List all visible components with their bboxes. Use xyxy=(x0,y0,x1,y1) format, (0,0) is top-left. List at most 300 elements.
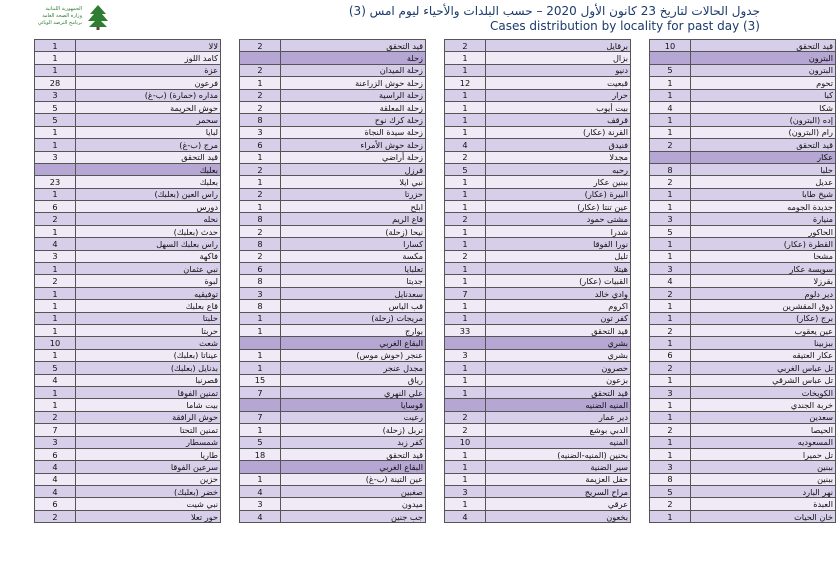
table-row xyxy=(35,52,836,64)
case-count-cell xyxy=(240,399,281,411)
locality-cell: زحلة كرك نوح xyxy=(281,114,426,126)
locality-cell: دنيو xyxy=(486,64,631,76)
case-count-cell: 2 xyxy=(240,40,281,52)
locality-cell: مرج (ب-غ) xyxy=(76,139,221,151)
column-gap xyxy=(631,287,650,299)
case-count-cell: 3 xyxy=(240,498,281,510)
column-gap xyxy=(426,374,445,386)
locality-cell: صغبين xyxy=(281,486,426,498)
column-gap xyxy=(426,498,445,510)
locality-cell: جب جنين xyxy=(281,510,426,522)
case-count-cell: 8 xyxy=(240,213,281,225)
locality-cell: فنيدق xyxy=(486,139,631,151)
column-gap xyxy=(426,213,445,225)
locality-cell: نبي عثمان xyxy=(76,263,221,275)
column-gap xyxy=(221,411,240,423)
locality-cell: بوارج xyxy=(281,324,426,336)
column-gap xyxy=(631,300,650,312)
case-count-cell: 1 xyxy=(240,349,281,361)
column-gap xyxy=(426,275,445,287)
column-gap xyxy=(631,461,650,473)
column-gap xyxy=(426,40,445,52)
case-count-cell: 1 xyxy=(650,126,691,138)
locality-cell: زحلة الميدان xyxy=(281,64,426,76)
case-count-cell: 1 xyxy=(445,238,486,250)
locality-cell: قبعيت xyxy=(486,77,631,89)
column-gap xyxy=(631,374,650,386)
column-gap xyxy=(631,52,650,64)
column-gap xyxy=(426,362,445,374)
column-gap xyxy=(426,77,445,89)
column-gap xyxy=(631,238,650,250)
locality-cell: فاكهة xyxy=(76,250,221,262)
column-gap xyxy=(221,436,240,448)
column-gap xyxy=(221,52,240,64)
case-count-cell: 3 xyxy=(35,250,76,262)
case-count-cell: 2 xyxy=(445,213,486,225)
case-count-cell: 1 xyxy=(650,337,691,349)
logo-line-3: برنامج الترصد الوبائي xyxy=(37,20,82,26)
case-count-cell: 3 xyxy=(240,126,281,138)
column-gap xyxy=(221,510,240,522)
column-gap xyxy=(631,40,650,52)
column-gap xyxy=(426,250,445,262)
column-gap xyxy=(221,151,240,163)
column-gap xyxy=(221,374,240,386)
case-count-cell: 1 xyxy=(35,287,76,299)
locality-cell: ابلح xyxy=(281,201,426,213)
locality-cell: ميدون xyxy=(281,498,426,510)
locality-cell: كسارا xyxy=(281,238,426,250)
locality-cell: حوش الحريمة xyxy=(76,101,221,113)
locality-cell: قيد التحقق xyxy=(281,40,426,52)
title-arabic: جدول الحالات لتاريخ 23 كانون الأول 2020 – حسب البلدات والأحياء ليوم امس (3) xyxy=(348,4,760,18)
case-count-cell: 1 xyxy=(35,263,76,275)
column-gap xyxy=(221,77,240,89)
locality-cell: جديدة الجومه xyxy=(691,201,836,213)
case-count-cell: 4 xyxy=(445,139,486,151)
column-gap xyxy=(631,486,650,498)
case-count-cell: 8 xyxy=(650,473,691,485)
column-gap xyxy=(631,89,650,101)
locality-cell: فرعون xyxy=(76,77,221,89)
column-gap xyxy=(221,399,240,411)
column-gap xyxy=(631,362,650,374)
locality-cell: قيد التحقق xyxy=(691,139,836,151)
case-count-cell: 1 xyxy=(240,424,281,436)
table-row xyxy=(35,151,836,163)
table-row xyxy=(35,238,836,250)
column-gap xyxy=(426,424,445,436)
locality-cell: قيد التحقق xyxy=(76,151,221,163)
locality-cell: العبدة xyxy=(691,498,836,510)
locality-cell: زحلة حوش الأمراء xyxy=(281,139,426,151)
locality-cell: القطرة (عكار) xyxy=(691,238,836,250)
case-count-cell: 15 xyxy=(240,374,281,386)
case-count-cell: 3 xyxy=(445,486,486,498)
locality-cell: نيحا (زحلة) xyxy=(281,225,426,237)
locality-cell: قيد التحقق xyxy=(486,324,631,336)
case-count-cell: 1 xyxy=(445,126,486,138)
column-gap xyxy=(221,448,240,460)
locality-cell: شكا xyxy=(691,101,836,113)
column-gap xyxy=(631,64,650,76)
locality-cell: حدث (بعلبك) xyxy=(76,225,221,237)
locality-cell: عيناتا (بعلبك) xyxy=(76,349,221,361)
case-count-cell: 3 xyxy=(35,436,76,448)
locality-cell: مكسة xyxy=(281,250,426,262)
case-count-cell: 1 xyxy=(445,498,486,510)
column-gap xyxy=(426,188,445,200)
locality-cell: لبوة xyxy=(76,275,221,287)
column-gap xyxy=(631,176,650,188)
case-count-cell xyxy=(445,337,486,349)
locality-cell: جديتا xyxy=(281,275,426,287)
case-count-cell: 4 xyxy=(35,473,76,485)
table-row xyxy=(35,349,836,361)
case-count-cell: 2 xyxy=(445,411,486,423)
case-count-cell: 1 xyxy=(35,300,76,312)
column-gap xyxy=(426,337,445,349)
table-row xyxy=(35,176,836,188)
case-count-cell xyxy=(35,163,76,175)
district-header-cell: البقاع الغربي xyxy=(281,337,426,349)
column-gap xyxy=(221,225,240,237)
case-count-cell: 1 xyxy=(445,176,486,188)
column-gap xyxy=(426,238,445,250)
column-gap xyxy=(631,101,650,113)
locality-cell: مجدل عنجر xyxy=(281,362,426,374)
locality-cell: منيارة xyxy=(691,213,836,225)
table-row xyxy=(35,201,836,213)
locality-cell: طاريا xyxy=(76,448,221,460)
case-count-cell: 1 xyxy=(650,312,691,324)
column-gap xyxy=(426,139,445,151)
table-row xyxy=(35,114,836,126)
column-gap xyxy=(426,89,445,101)
case-count-cell: 7 xyxy=(240,386,281,398)
case-count-cell: 7 xyxy=(240,411,281,423)
case-count-cell: 1 xyxy=(35,52,76,64)
case-count-cell: 4 xyxy=(240,486,281,498)
column-gap xyxy=(221,188,240,200)
case-count-cell: 1 xyxy=(445,461,486,473)
locality-cell: راس بعلبك السهل xyxy=(76,238,221,250)
case-count-cell: 1 xyxy=(445,64,486,76)
case-count-cell: 5 xyxy=(650,64,691,76)
case-count-cell: 2 xyxy=(35,213,76,225)
case-count-cell: 2 xyxy=(35,275,76,287)
column-gap xyxy=(631,473,650,485)
case-count-cell: 1 xyxy=(650,250,691,262)
case-count-cell: 2 xyxy=(35,510,76,522)
column-gap xyxy=(426,126,445,138)
table-row xyxy=(35,498,836,510)
locality-cell: بدنايل (بعلبك) xyxy=(76,362,221,374)
table-row xyxy=(35,424,836,436)
locality-cell: حربتا xyxy=(76,324,221,336)
column-gap xyxy=(221,201,240,213)
column-gap xyxy=(221,238,240,250)
table-row xyxy=(35,126,836,138)
case-count-cell: 1 xyxy=(650,114,691,126)
column-gap xyxy=(426,349,445,361)
locality-cell: قصرنبا xyxy=(76,374,221,386)
case-count-cell: 5 xyxy=(35,114,76,126)
case-count-cell: 1 xyxy=(35,349,76,361)
district-header-cell: قوسايا xyxy=(281,399,426,411)
district-header-cell: عكار xyxy=(691,151,836,163)
column-gap xyxy=(631,498,650,510)
locality-cell: اكروم xyxy=(486,300,631,312)
case-count-cell: 1 xyxy=(445,89,486,101)
locality-cell: عديل xyxy=(691,176,836,188)
locality-cell: الحيصا xyxy=(691,424,836,436)
ministry-logo xyxy=(4,2,114,32)
case-count-cell: 8 xyxy=(240,114,281,126)
district-header-cell: المنيه الضنيه xyxy=(486,399,631,411)
case-count-cell: 6 xyxy=(35,448,76,460)
locality-cell: برج (عكار) xyxy=(691,312,836,324)
locality-cell: كفر تون xyxy=(486,312,631,324)
locality-cell: سعدين xyxy=(691,411,836,423)
locality-cell: بخعون xyxy=(486,510,631,522)
case-count-cell: 1 xyxy=(650,77,691,89)
locality-cell: تربل (زحلة) xyxy=(281,424,426,436)
locality-cell: زحلة حوش الزراعنة xyxy=(281,77,426,89)
locality-cell: مراح السريج xyxy=(486,486,631,498)
column-gap xyxy=(426,101,445,113)
case-count-cell: 4 xyxy=(35,238,76,250)
column-gap xyxy=(221,114,240,126)
case-count-cell: 6 xyxy=(240,263,281,275)
column-gap xyxy=(221,101,240,113)
case-count-cell: 1 xyxy=(35,139,76,151)
case-count-cell: 6 xyxy=(35,201,76,213)
column-gap xyxy=(631,263,650,275)
locality-cell: حور تعلا xyxy=(76,510,221,522)
case-count-cell: 2 xyxy=(445,250,486,262)
district-header-cell: البترون xyxy=(691,52,836,64)
locality-cell: ببزبينا xyxy=(691,337,836,349)
table-row xyxy=(35,101,836,113)
table-row xyxy=(35,275,836,287)
case-count-cell: 1 xyxy=(35,188,76,200)
locality-cell: حزرتا xyxy=(281,188,426,200)
case-count-cell: 1 xyxy=(35,312,76,324)
locality-cell: بحنين (المنيه-الضنيه) xyxy=(486,448,631,460)
locality-cell: القرنة (عكار) xyxy=(486,126,631,138)
locality-cell: مداره (حمارة) (ب-غ) xyxy=(76,89,221,101)
locality-cell: تل حميرا xyxy=(691,448,836,460)
locality-cell: زحلة الراسية xyxy=(281,89,426,101)
locality-cell: سعدنايل xyxy=(281,287,426,299)
column-gap xyxy=(631,312,650,324)
column-gap xyxy=(221,126,240,138)
locality-cell: سويسة عكار xyxy=(691,263,836,275)
locality-cell: عرقي xyxy=(486,498,631,510)
column-gap xyxy=(631,139,650,151)
case-count-cell: 2 xyxy=(650,139,691,151)
locality-cell: دورس xyxy=(76,201,221,213)
column-gap xyxy=(631,411,650,423)
locality-cell: تمنين الفوقا xyxy=(76,386,221,398)
column-gap xyxy=(221,139,240,151)
column-gap xyxy=(631,448,650,460)
column-gap xyxy=(631,188,650,200)
column-gap xyxy=(221,163,240,175)
locality-cell: الحاكور xyxy=(691,225,836,237)
locality-cell: عين التينة (ب-غ) xyxy=(281,473,426,485)
table-row xyxy=(35,461,836,473)
case-count-cell: 1 xyxy=(445,448,486,460)
case-count-cell: 1 xyxy=(445,188,486,200)
case-count-cell: 3 xyxy=(650,386,691,398)
case-count-cell: 2 xyxy=(240,188,281,200)
column-gap xyxy=(426,201,445,213)
case-count-cell: 6 xyxy=(35,498,76,510)
locality-cell: قيد التحقق xyxy=(486,386,631,398)
case-count-cell: 2 xyxy=(445,151,486,163)
case-count-cell: 1 xyxy=(445,201,486,213)
column-gap xyxy=(426,411,445,423)
locality-cell: نبي شيت xyxy=(76,498,221,510)
locality-cell: تعلبايا xyxy=(281,263,426,275)
column-gap xyxy=(221,213,240,225)
locality-cell: شيخ طابا xyxy=(691,188,836,200)
case-count-cell: 1 xyxy=(650,188,691,200)
column-gap xyxy=(426,225,445,237)
case-count-cell: 8 xyxy=(240,275,281,287)
column-gap xyxy=(426,151,445,163)
case-count-cell: 1 xyxy=(650,238,691,250)
case-count-cell: 3 xyxy=(35,89,76,101)
case-count-cell: 2 xyxy=(240,163,281,175)
case-count-cell: 33 xyxy=(445,324,486,336)
case-count-cell: 3 xyxy=(650,461,691,473)
locality-cell: حزين xyxy=(76,473,221,485)
cases-table xyxy=(34,39,836,523)
locality-cell: رحبه xyxy=(486,163,631,175)
table-row xyxy=(35,77,836,89)
table-row xyxy=(35,510,836,522)
column-gap xyxy=(426,52,445,64)
logo-line-2: وزارة الصحة العامة xyxy=(42,13,82,19)
column-gap xyxy=(221,461,240,473)
table-row xyxy=(35,139,836,151)
column-gap xyxy=(221,498,240,510)
case-count-cell: 8 xyxy=(650,163,691,175)
case-count-cell: 1 xyxy=(650,89,691,101)
case-count-cell: 1 xyxy=(650,411,691,423)
cedar-icon xyxy=(86,4,110,30)
locality-cell: رام (البترون) xyxy=(691,126,836,138)
column-gap xyxy=(631,114,650,126)
column-gap xyxy=(631,386,650,398)
locality-cell: هيتلا xyxy=(486,263,631,275)
column-gap xyxy=(631,349,650,361)
locality-cell: شمسطار xyxy=(76,436,221,448)
table-row xyxy=(35,411,836,423)
column-gap xyxy=(426,163,445,175)
table-row xyxy=(35,448,836,460)
locality-cell: عين يعقوب xyxy=(691,324,836,336)
case-count-cell: 2 xyxy=(240,64,281,76)
case-count-cell: 3 xyxy=(650,213,691,225)
case-count-cell: 4 xyxy=(35,461,76,473)
column-gap xyxy=(221,473,240,485)
table-row xyxy=(35,40,836,52)
table-row xyxy=(35,163,836,175)
column-gap xyxy=(221,349,240,361)
case-count-cell: 1 xyxy=(445,52,486,64)
case-count-cell: 4 xyxy=(240,510,281,522)
case-count-cell: 2 xyxy=(240,89,281,101)
locality-cell: لالا xyxy=(76,40,221,52)
locality-cell: برقايل xyxy=(486,40,631,52)
locality-cell: زحلة سيدة النجاة xyxy=(281,126,426,138)
column-gap xyxy=(426,399,445,411)
locality-cell: مشحا xyxy=(691,250,836,262)
locality-cell: الكويخات xyxy=(691,386,836,398)
locality-cell: مريجات (زحلة) xyxy=(281,312,426,324)
case-count-cell: 1 xyxy=(240,473,281,485)
locality-cell: مجدلا xyxy=(486,151,631,163)
column-gap xyxy=(426,300,445,312)
table-row xyxy=(35,64,836,76)
table-row xyxy=(35,287,836,299)
case-count-cell: 1 xyxy=(35,386,76,398)
case-count-cell: 1 xyxy=(240,77,281,89)
case-count-cell: 2 xyxy=(650,287,691,299)
locality-cell: نورا الفوقا xyxy=(486,238,631,250)
case-count-cell xyxy=(240,52,281,64)
case-count-cell: 2 xyxy=(445,40,486,52)
case-count-cell: 1 xyxy=(445,263,486,275)
column-gap xyxy=(631,399,650,411)
column-gap xyxy=(631,424,650,436)
column-gap xyxy=(631,225,650,237)
column-gap xyxy=(426,114,445,126)
case-count-cell: 1 xyxy=(650,448,691,460)
locality-cell: رعيت xyxy=(281,411,426,423)
case-count-cell: 4 xyxy=(650,101,691,113)
column-gap xyxy=(631,163,650,175)
locality-cell: الدبي بوشع xyxy=(486,424,631,436)
case-count-cell: 1 xyxy=(445,312,486,324)
column-gap xyxy=(426,473,445,485)
table-row xyxy=(35,312,836,324)
case-count-cell: 1 xyxy=(650,374,691,386)
column-gap xyxy=(221,312,240,324)
column-gap xyxy=(221,486,240,498)
locality-cell: قيد التحقق xyxy=(691,40,836,52)
locality-cell: لبايا xyxy=(76,126,221,138)
locality-cell: قب الياس xyxy=(281,300,426,312)
case-count-cell xyxy=(240,461,281,473)
locality-cell: قاع بعلبك xyxy=(76,300,221,312)
locality-cell: وادي خالد xyxy=(486,287,631,299)
case-count-cell: 1 xyxy=(35,40,76,52)
table-row xyxy=(35,324,836,336)
column-gap xyxy=(426,510,445,522)
column-gap xyxy=(221,424,240,436)
locality-cell: بزعون xyxy=(486,374,631,386)
case-count-cell: 1 xyxy=(35,126,76,138)
case-count-cell: 1 xyxy=(650,201,691,213)
case-count-cell: 3 xyxy=(650,263,691,275)
locality-cell: دير عمار xyxy=(486,411,631,423)
